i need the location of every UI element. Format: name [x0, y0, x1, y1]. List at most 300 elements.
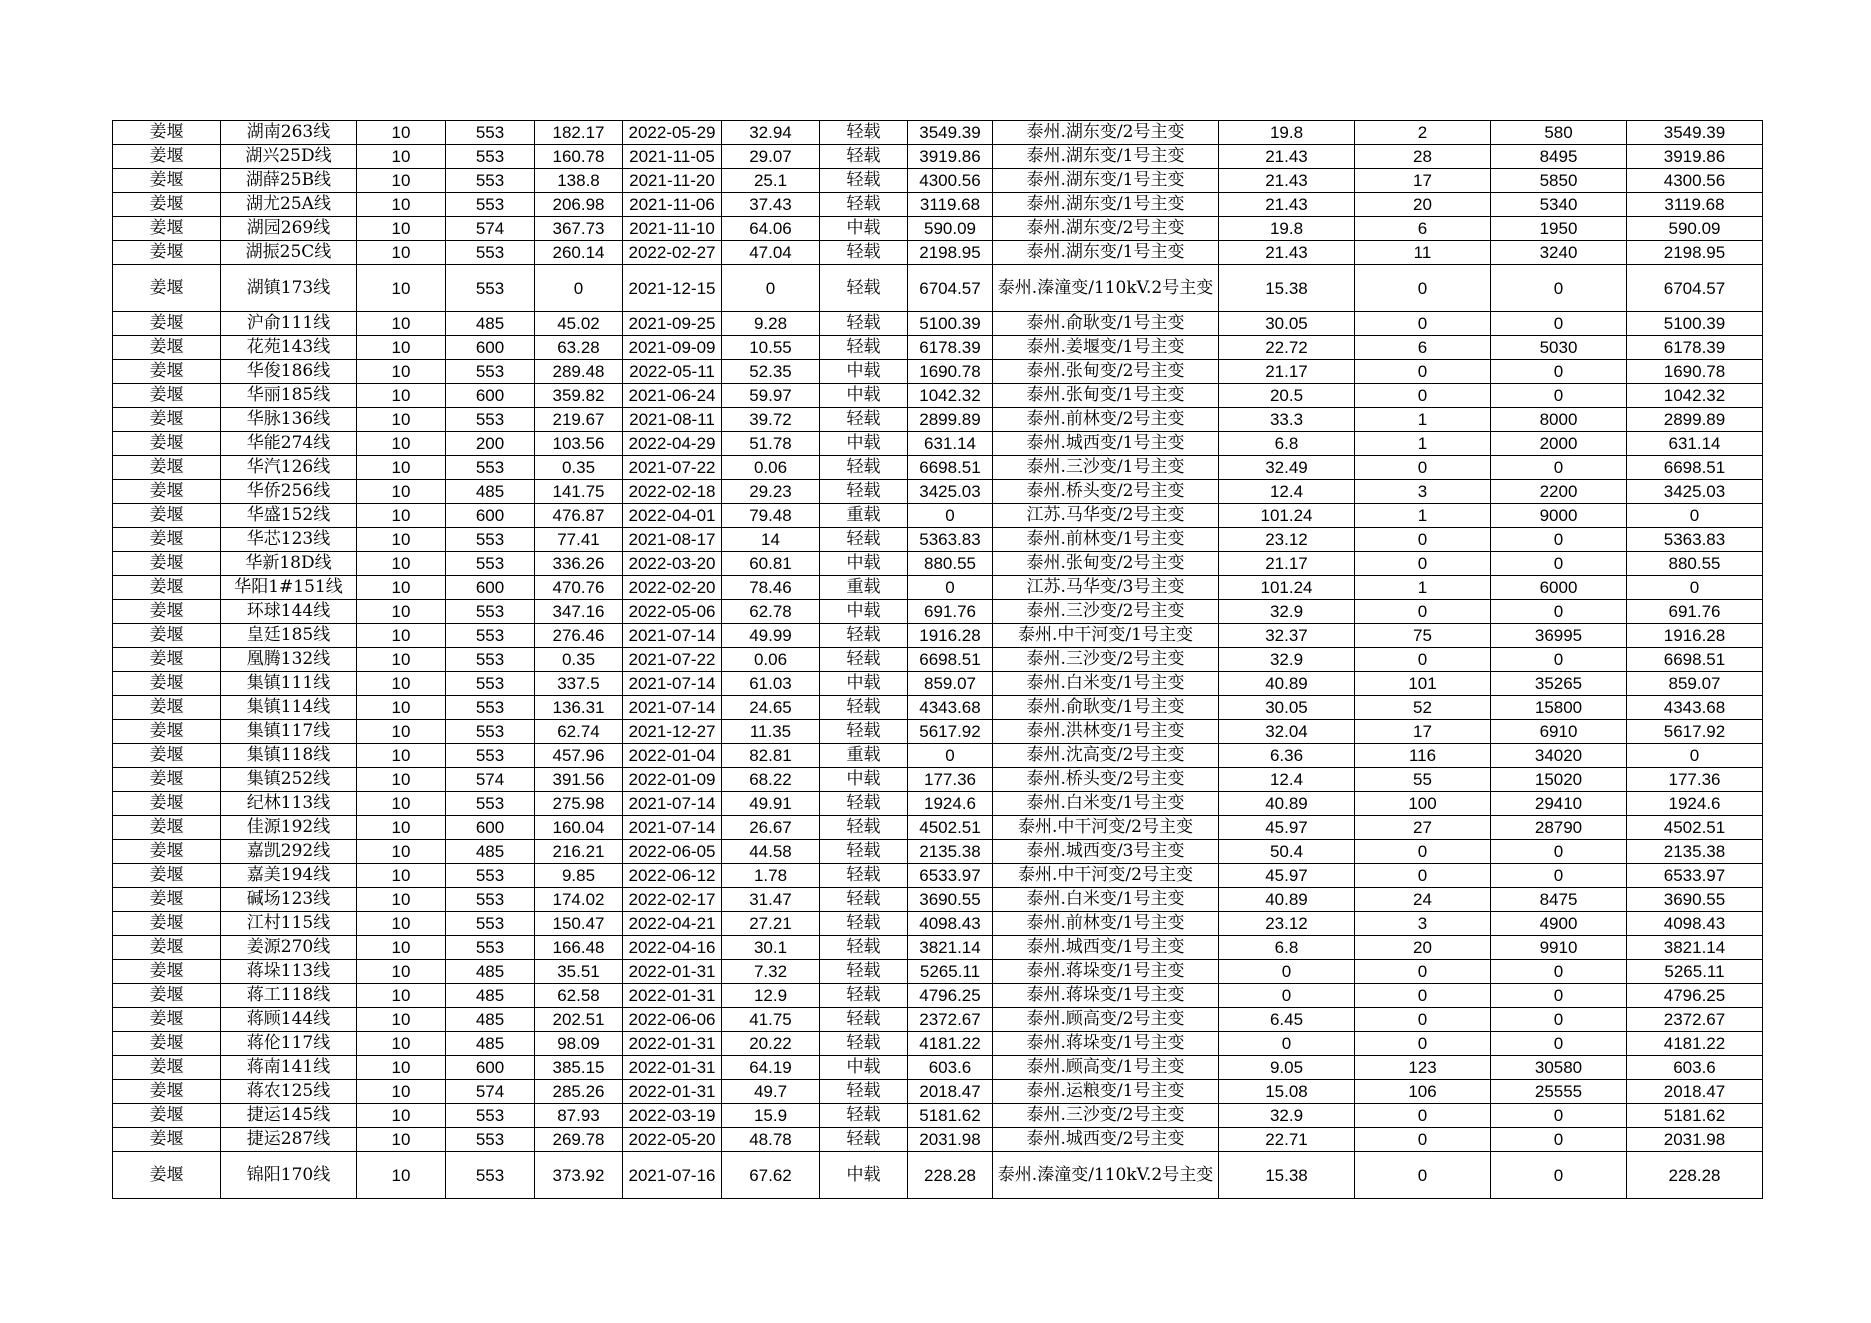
cell-customer-capacity: 0: [1491, 984, 1627, 1008]
cell-substation: 泰州.湖东变/1号主变: [993, 145, 1219, 169]
cell-open-capacity: 6533.97: [1627, 864, 1763, 888]
cell-region: 姜堰: [113, 480, 221, 504]
cell-available-capacity: 2018.47: [908, 1080, 993, 1104]
cell-customer-count: 0: [1355, 1152, 1491, 1199]
cell-substation: 泰州.中干河变/1号主变: [993, 624, 1219, 648]
cell-available-capacity: 4502.51: [908, 816, 993, 840]
cell-open-capacity: 859.07: [1627, 672, 1763, 696]
cell-region: 姜堰: [113, 720, 221, 744]
cell-substation-load-rate: 32.37: [1219, 624, 1355, 648]
cell-line-name: 凰腾132线: [221, 648, 357, 672]
cell-line-name: 蒋垛113线: [221, 960, 357, 984]
cell-region: 姜堰: [113, 336, 221, 360]
cell-line-name: 嘉凯292线: [221, 840, 357, 864]
cell-load-status: 轻载: [820, 336, 908, 360]
cell-region: 姜堰: [113, 1080, 221, 1104]
cell-capacity: 600: [446, 336, 535, 360]
cell-customer-count: 6: [1355, 217, 1491, 241]
cell-customer-capacity: 2200: [1491, 480, 1627, 504]
cell-load-status: 轻载: [820, 912, 908, 936]
cell-customer-capacity: 0: [1491, 1152, 1627, 1199]
cell-customer-capacity: 0: [1491, 528, 1627, 552]
cell-substation-load-rate: 21.43: [1219, 145, 1355, 169]
cell-load-status: 中载: [820, 672, 908, 696]
cell-customer-capacity: 5340: [1491, 193, 1627, 217]
cell-max-load: 0.35: [535, 648, 623, 672]
cell-capacity: 600: [446, 576, 535, 600]
cell-date: 2021-07-22: [623, 456, 722, 480]
cell-substation-load-rate: 45.97: [1219, 864, 1355, 888]
cell-substation-load-rate: 40.89: [1219, 792, 1355, 816]
cell-available-capacity: 2135.38: [908, 840, 993, 864]
cell-line-name: 湖振25C线: [221, 241, 357, 265]
cell-line-name: 皇廷185线: [221, 624, 357, 648]
cell-line-name: 华能274线: [221, 432, 357, 456]
cell-open-capacity: 3549.39: [1627, 121, 1763, 145]
cell-load-status: 中载: [820, 217, 908, 241]
cell-region: 姜堰: [113, 1032, 221, 1056]
cell-available-capacity: 590.09: [908, 217, 993, 241]
cell-available-capacity: 6698.51: [908, 648, 993, 672]
cell-max-load: 457.96: [535, 744, 623, 768]
cell-load-status: 轻载: [820, 480, 908, 504]
cell-load-rate: 15.9: [722, 1104, 820, 1128]
cell-customer-capacity: 15020: [1491, 768, 1627, 792]
cell-line-name: 集镇114线: [221, 696, 357, 720]
cell-date: 2022-02-20: [623, 576, 722, 600]
cell-max-load: 373.92: [535, 1152, 623, 1199]
table-row: [113, 1056, 1763, 1080]
cell-line-name: 湖薛25B线: [221, 169, 357, 193]
cell-substation: 泰州.张甸变/1号主变: [993, 384, 1219, 408]
cell-voltage: 10: [357, 217, 446, 241]
cell-voltage: 10: [357, 121, 446, 145]
cell-load-status: 轻载: [820, 456, 908, 480]
cell-substation: 泰州.顾高变/2号主变: [993, 1008, 1219, 1032]
cell-region: 姜堰: [113, 744, 221, 768]
cell-substation-load-rate: 19.8: [1219, 121, 1355, 145]
cell-substation-load-rate: 12.4: [1219, 768, 1355, 792]
cell-capacity: 553: [446, 241, 535, 265]
cell-load-rate: 26.67: [722, 816, 820, 840]
table-row: [113, 169, 1763, 193]
cell-line-name: 捷运287线: [221, 1128, 357, 1152]
cell-customer-count: 11: [1355, 241, 1491, 265]
cell-load-rate: 49.91: [722, 792, 820, 816]
table-row: [113, 912, 1763, 936]
cell-available-capacity: 4098.43: [908, 912, 993, 936]
cell-max-load: 470.76: [535, 576, 623, 600]
cell-capacity: 553: [446, 169, 535, 193]
cell-open-capacity: 2135.38: [1627, 840, 1763, 864]
cell-available-capacity: 880.55: [908, 552, 993, 576]
cell-voltage: 10: [357, 336, 446, 360]
table-row: [113, 1008, 1763, 1032]
cell-open-capacity: 6698.51: [1627, 456, 1763, 480]
table-row: [113, 816, 1763, 840]
cell-capacity: 600: [446, 816, 535, 840]
cell-load-rate: 39.72: [722, 408, 820, 432]
cell-voltage: 10: [357, 984, 446, 1008]
cell-max-load: 62.58: [535, 984, 623, 1008]
cell-load-rate: 14: [722, 528, 820, 552]
cell-customer-capacity: 0: [1491, 265, 1627, 312]
cell-substation: 江苏.马华变/3号主变: [993, 576, 1219, 600]
cell-voltage: 10: [357, 624, 446, 648]
cell-substation-load-rate: 6.8: [1219, 936, 1355, 960]
cell-open-capacity: 603.6: [1627, 1056, 1763, 1080]
cell-date: 2021-07-14: [623, 792, 722, 816]
cell-date: 2021-11-20: [623, 169, 722, 193]
cell-load-status: 轻载: [820, 145, 908, 169]
cell-substation-load-rate: 101.24: [1219, 576, 1355, 600]
cell-line-name: 集镇118线: [221, 744, 357, 768]
cell-substation: 泰州.蒋垛变/1号主变: [993, 960, 1219, 984]
cell-load-rate: 31.47: [722, 888, 820, 912]
cell-substation: 泰州.湖东变/2号主变: [993, 217, 1219, 241]
cell-available-capacity: 1916.28: [908, 624, 993, 648]
cell-voltage: 10: [357, 960, 446, 984]
cell-capacity: 553: [446, 145, 535, 169]
cell-substation-load-rate: 23.12: [1219, 528, 1355, 552]
cell-date: 2022-02-17: [623, 888, 722, 912]
cell-max-load: 269.78: [535, 1128, 623, 1152]
cell-load-status: 中载: [820, 360, 908, 384]
table-row: [113, 528, 1763, 552]
cell-voltage: 10: [357, 600, 446, 624]
cell-load-status: 重载: [820, 504, 908, 528]
cell-load-rate: 68.22: [722, 768, 820, 792]
cell-region: 姜堰: [113, 696, 221, 720]
cell-substation-load-rate: 40.89: [1219, 888, 1355, 912]
cell-open-capacity: 1924.6: [1627, 792, 1763, 816]
cell-load-status: 重载: [820, 576, 908, 600]
cell-available-capacity: 5181.62: [908, 1104, 993, 1128]
cell-available-capacity: 0: [908, 504, 993, 528]
cell-load-status: 轻载: [820, 648, 908, 672]
cell-open-capacity: 3119.68: [1627, 193, 1763, 217]
cell-customer-capacity: 8000: [1491, 408, 1627, 432]
cell-region: 姜堰: [113, 600, 221, 624]
cell-load-rate: 51.78: [722, 432, 820, 456]
cell-max-load: 0.35: [535, 456, 623, 480]
cell-region: 姜堰: [113, 888, 221, 912]
cell-date: 2022-04-01: [623, 504, 722, 528]
cell-load-status: 中载: [820, 432, 908, 456]
cell-line-name: 蒋工118线: [221, 984, 357, 1008]
cell-capacity: 553: [446, 600, 535, 624]
cell-available-capacity: 3690.55: [908, 888, 993, 912]
cell-customer-count: 101: [1355, 672, 1491, 696]
cell-substation-load-rate: 32.49: [1219, 456, 1355, 480]
cell-substation-load-rate: 0: [1219, 984, 1355, 1008]
cell-substation: 泰州.前林变/1号主变: [993, 912, 1219, 936]
cell-line-name: 碱场123线: [221, 888, 357, 912]
cell-capacity: 485: [446, 840, 535, 864]
cell-load-rate: 30.1: [722, 936, 820, 960]
cell-substation: 泰州.溱潼变/110kV.2号主变: [993, 265, 1219, 312]
cell-customer-capacity: 0: [1491, 864, 1627, 888]
cell-date: 2021-12-15: [623, 265, 722, 312]
cell-load-status: 轻载: [820, 816, 908, 840]
cell-voltage: 10: [357, 360, 446, 384]
cell-max-load: 45.02: [535, 312, 623, 336]
cell-load-rate: 10.55: [722, 336, 820, 360]
cell-max-load: 136.31: [535, 696, 623, 720]
cell-voltage: 10: [357, 384, 446, 408]
cell-customer-count: 20: [1355, 936, 1491, 960]
cell-date: 2021-07-22: [623, 648, 722, 672]
cell-available-capacity: 4796.25: [908, 984, 993, 1008]
cell-region: 姜堰: [113, 528, 221, 552]
cell-date: 2021-12-27: [623, 720, 722, 744]
cell-region: 姜堰: [113, 936, 221, 960]
cell-load-rate: 29.07: [722, 145, 820, 169]
cell-substation: 泰州.前林变/1号主变: [993, 528, 1219, 552]
cell-line-name: 华丽185线: [221, 384, 357, 408]
cell-customer-capacity: 35265: [1491, 672, 1627, 696]
cell-customer-count: 0: [1355, 1128, 1491, 1152]
table-row: [113, 744, 1763, 768]
cell-available-capacity: 4300.56: [908, 169, 993, 193]
cell-available-capacity: 4343.68: [908, 696, 993, 720]
cell-voltage: 10: [357, 744, 446, 768]
cell-voltage: 10: [357, 792, 446, 816]
cell-open-capacity: 4181.22: [1627, 1032, 1763, 1056]
cell-region: 姜堰: [113, 864, 221, 888]
cell-region: 姜堰: [113, 672, 221, 696]
cell-customer-count: 0: [1355, 960, 1491, 984]
cell-voltage: 10: [357, 432, 446, 456]
cell-available-capacity: 2372.67: [908, 1008, 993, 1032]
cell-available-capacity: 6178.39: [908, 336, 993, 360]
cell-capacity: 553: [446, 744, 535, 768]
cell-customer-capacity: 29410: [1491, 792, 1627, 816]
cell-voltage: 10: [357, 528, 446, 552]
cell-load-status: 轻载: [820, 193, 908, 217]
cell-customer-count: 123: [1355, 1056, 1491, 1080]
cell-load-rate: 59.97: [722, 384, 820, 408]
cell-max-load: 9.85: [535, 864, 623, 888]
cell-substation-load-rate: 22.72: [1219, 336, 1355, 360]
cell-customer-capacity: 0: [1491, 840, 1627, 864]
cell-line-name: 华俊186线: [221, 360, 357, 384]
cell-open-capacity: 1690.78: [1627, 360, 1763, 384]
table-row: [113, 360, 1763, 384]
cell-voltage: 10: [357, 1056, 446, 1080]
cell-region: 姜堰: [113, 241, 221, 265]
cell-substation: 泰州.姜堰变/1号主变: [993, 336, 1219, 360]
cell-customer-capacity: 4900: [1491, 912, 1627, 936]
cell-substation: 泰州.中干河变/2号主变: [993, 816, 1219, 840]
cell-open-capacity: 6698.51: [1627, 648, 1763, 672]
cell-load-status: 轻载: [820, 984, 908, 1008]
cell-customer-count: 1: [1355, 408, 1491, 432]
cell-customer-capacity: 30580: [1491, 1056, 1627, 1080]
cell-date: 2021-11-05: [623, 145, 722, 169]
cell-open-capacity: 177.36: [1627, 768, 1763, 792]
cell-open-capacity: 3821.14: [1627, 936, 1763, 960]
cell-load-status: 中载: [820, 384, 908, 408]
cell-load-rate: 47.04: [722, 241, 820, 265]
cell-open-capacity: 590.09: [1627, 217, 1763, 241]
cell-substation: 泰州.城西变/3号主变: [993, 840, 1219, 864]
cell-customer-capacity: 0: [1491, 960, 1627, 984]
cell-load-rate: 48.78: [722, 1128, 820, 1152]
cell-max-load: 98.09: [535, 1032, 623, 1056]
cell-load-status: 轻载: [820, 720, 908, 744]
cell-max-load: 166.48: [535, 936, 623, 960]
cell-available-capacity: 603.6: [908, 1056, 993, 1080]
cell-customer-count: 0: [1355, 864, 1491, 888]
cell-available-capacity: 4181.22: [908, 1032, 993, 1056]
cell-open-capacity: 228.28: [1627, 1152, 1763, 1199]
cell-substation-load-rate: 21.17: [1219, 552, 1355, 576]
table-row: [113, 384, 1763, 408]
cell-open-capacity: 4502.51: [1627, 816, 1763, 840]
cell-voltage: 10: [357, 648, 446, 672]
cell-region: 姜堰: [113, 456, 221, 480]
cell-customer-capacity: 580: [1491, 121, 1627, 145]
cell-voltage: 10: [357, 816, 446, 840]
cell-region: 姜堰: [113, 840, 221, 864]
table-row: [113, 552, 1763, 576]
cell-available-capacity: 3821.14: [908, 936, 993, 960]
cell-substation: 泰州.湖东变/2号主变: [993, 121, 1219, 145]
cell-load-status: 重载: [820, 744, 908, 768]
cell-date: 2022-01-31: [623, 1056, 722, 1080]
cell-date: 2021-08-11: [623, 408, 722, 432]
table-row: [113, 336, 1763, 360]
cell-line-name: 蒋伦117线: [221, 1032, 357, 1056]
cell-load-status: 轻载: [820, 241, 908, 265]
cell-region: 姜堰: [113, 1008, 221, 1032]
cell-customer-count: 0: [1355, 1032, 1491, 1056]
cell-region: 姜堰: [113, 121, 221, 145]
cell-region: 姜堰: [113, 504, 221, 528]
cell-region: 姜堰: [113, 576, 221, 600]
cell-substation-load-rate: 22.71: [1219, 1128, 1355, 1152]
table-row: [113, 145, 1763, 169]
cell-load-rate: 79.48: [722, 504, 820, 528]
cell-line-name: 华侨256线: [221, 480, 357, 504]
cell-customer-capacity: 0: [1491, 1128, 1627, 1152]
cell-date: 2022-03-20: [623, 552, 722, 576]
cell-customer-capacity: 2000: [1491, 432, 1627, 456]
cell-line-name: 锦阳170线: [221, 1152, 357, 1199]
cell-customer-capacity: 0: [1491, 600, 1627, 624]
cell-date: 2021-06-24: [623, 384, 722, 408]
cell-capacity: 600: [446, 1056, 535, 1080]
cell-region: 姜堰: [113, 624, 221, 648]
cell-substation-load-rate: 9.05: [1219, 1056, 1355, 1080]
cell-line-name: 华盛152线: [221, 504, 357, 528]
cell-substation-load-rate: 6.36: [1219, 744, 1355, 768]
cell-max-load: 275.98: [535, 792, 623, 816]
cell-substation: 泰州.湖东变/1号主变: [993, 169, 1219, 193]
cell-open-capacity: 5363.83: [1627, 528, 1763, 552]
cell-date: 2022-02-18: [623, 480, 722, 504]
cell-substation-load-rate: 33.3: [1219, 408, 1355, 432]
cell-load-rate: 44.58: [722, 840, 820, 864]
cell-max-load: 182.17: [535, 121, 623, 145]
cell-substation: 泰州.中干河变/2号主变: [993, 864, 1219, 888]
cell-substation: 泰州.顾高变/1号主变: [993, 1056, 1219, 1080]
cell-available-capacity: 691.76: [908, 600, 993, 624]
cell-voltage: 10: [357, 145, 446, 169]
cell-customer-count: 28: [1355, 145, 1491, 169]
cell-capacity: 485: [446, 984, 535, 1008]
cell-load-rate: 27.21: [722, 912, 820, 936]
cell-customer-count: 0: [1355, 360, 1491, 384]
table-row: [113, 504, 1763, 528]
cell-substation: 泰州.白米变/1号主变: [993, 792, 1219, 816]
cell-max-load: 276.46: [535, 624, 623, 648]
cell-available-capacity: 5363.83: [908, 528, 993, 552]
table-row: [113, 648, 1763, 672]
cell-customer-capacity: 9910: [1491, 936, 1627, 960]
cell-load-rate: 64.19: [722, 1056, 820, 1080]
cell-capacity: 553: [446, 792, 535, 816]
cell-substation: 泰州.沈高变/2号主变: [993, 744, 1219, 768]
cell-substation-load-rate: 6.45: [1219, 1008, 1355, 1032]
cell-load-status: 轻载: [820, 121, 908, 145]
cell-max-load: 285.26: [535, 1080, 623, 1104]
cell-open-capacity: 5265.11: [1627, 960, 1763, 984]
cell-capacity: 485: [446, 1008, 535, 1032]
cell-open-capacity: 691.76: [1627, 600, 1763, 624]
cell-available-capacity: 6533.97: [908, 864, 993, 888]
cell-substation-load-rate: 32.04: [1219, 720, 1355, 744]
cell-substation: 泰州.蒋垛变/1号主变: [993, 1032, 1219, 1056]
cell-available-capacity: 2031.98: [908, 1128, 993, 1152]
cell-customer-count: 3: [1355, 480, 1491, 504]
cell-date: 2021-07-14: [623, 624, 722, 648]
cell-date: 2022-05-20: [623, 1128, 722, 1152]
cell-load-rate: 29.23: [722, 480, 820, 504]
cell-max-load: 160.78: [535, 145, 623, 169]
cell-customer-count: 2: [1355, 121, 1491, 145]
cell-max-load: 359.82: [535, 384, 623, 408]
cell-available-capacity: 1924.6: [908, 792, 993, 816]
cell-voltage: 10: [357, 456, 446, 480]
cell-max-load: 0: [535, 265, 623, 312]
cell-load-rate: 52.35: [722, 360, 820, 384]
cell-substation-load-rate: 50.4: [1219, 840, 1355, 864]
cell-voltage: 10: [357, 768, 446, 792]
cell-load-rate: 25.1: [722, 169, 820, 193]
cell-capacity: 553: [446, 528, 535, 552]
cell-region: 姜堰: [113, 193, 221, 217]
cell-max-load: 289.48: [535, 360, 623, 384]
cell-substation-load-rate: 40.89: [1219, 672, 1355, 696]
cell-customer-count: 0: [1355, 984, 1491, 1008]
cell-open-capacity: 6704.57: [1627, 265, 1763, 312]
cell-substation: 泰州.前林变/2号主变: [993, 408, 1219, 432]
cell-available-capacity: 5100.39: [908, 312, 993, 336]
cell-max-load: 77.41: [535, 528, 623, 552]
cell-customer-count: 6: [1355, 336, 1491, 360]
cell-region: 姜堰: [113, 432, 221, 456]
cell-available-capacity: 6704.57: [908, 265, 993, 312]
cell-customer-capacity: 15800: [1491, 696, 1627, 720]
cell-customer-capacity: 25555: [1491, 1080, 1627, 1104]
cell-customer-count: 17: [1355, 169, 1491, 193]
cell-date: 2022-06-05: [623, 840, 722, 864]
cell-capacity: 200: [446, 432, 535, 456]
cell-substation: 泰州.溱潼变/110kV.2号主变: [993, 1152, 1219, 1199]
cell-date: 2021-11-06: [623, 193, 722, 217]
